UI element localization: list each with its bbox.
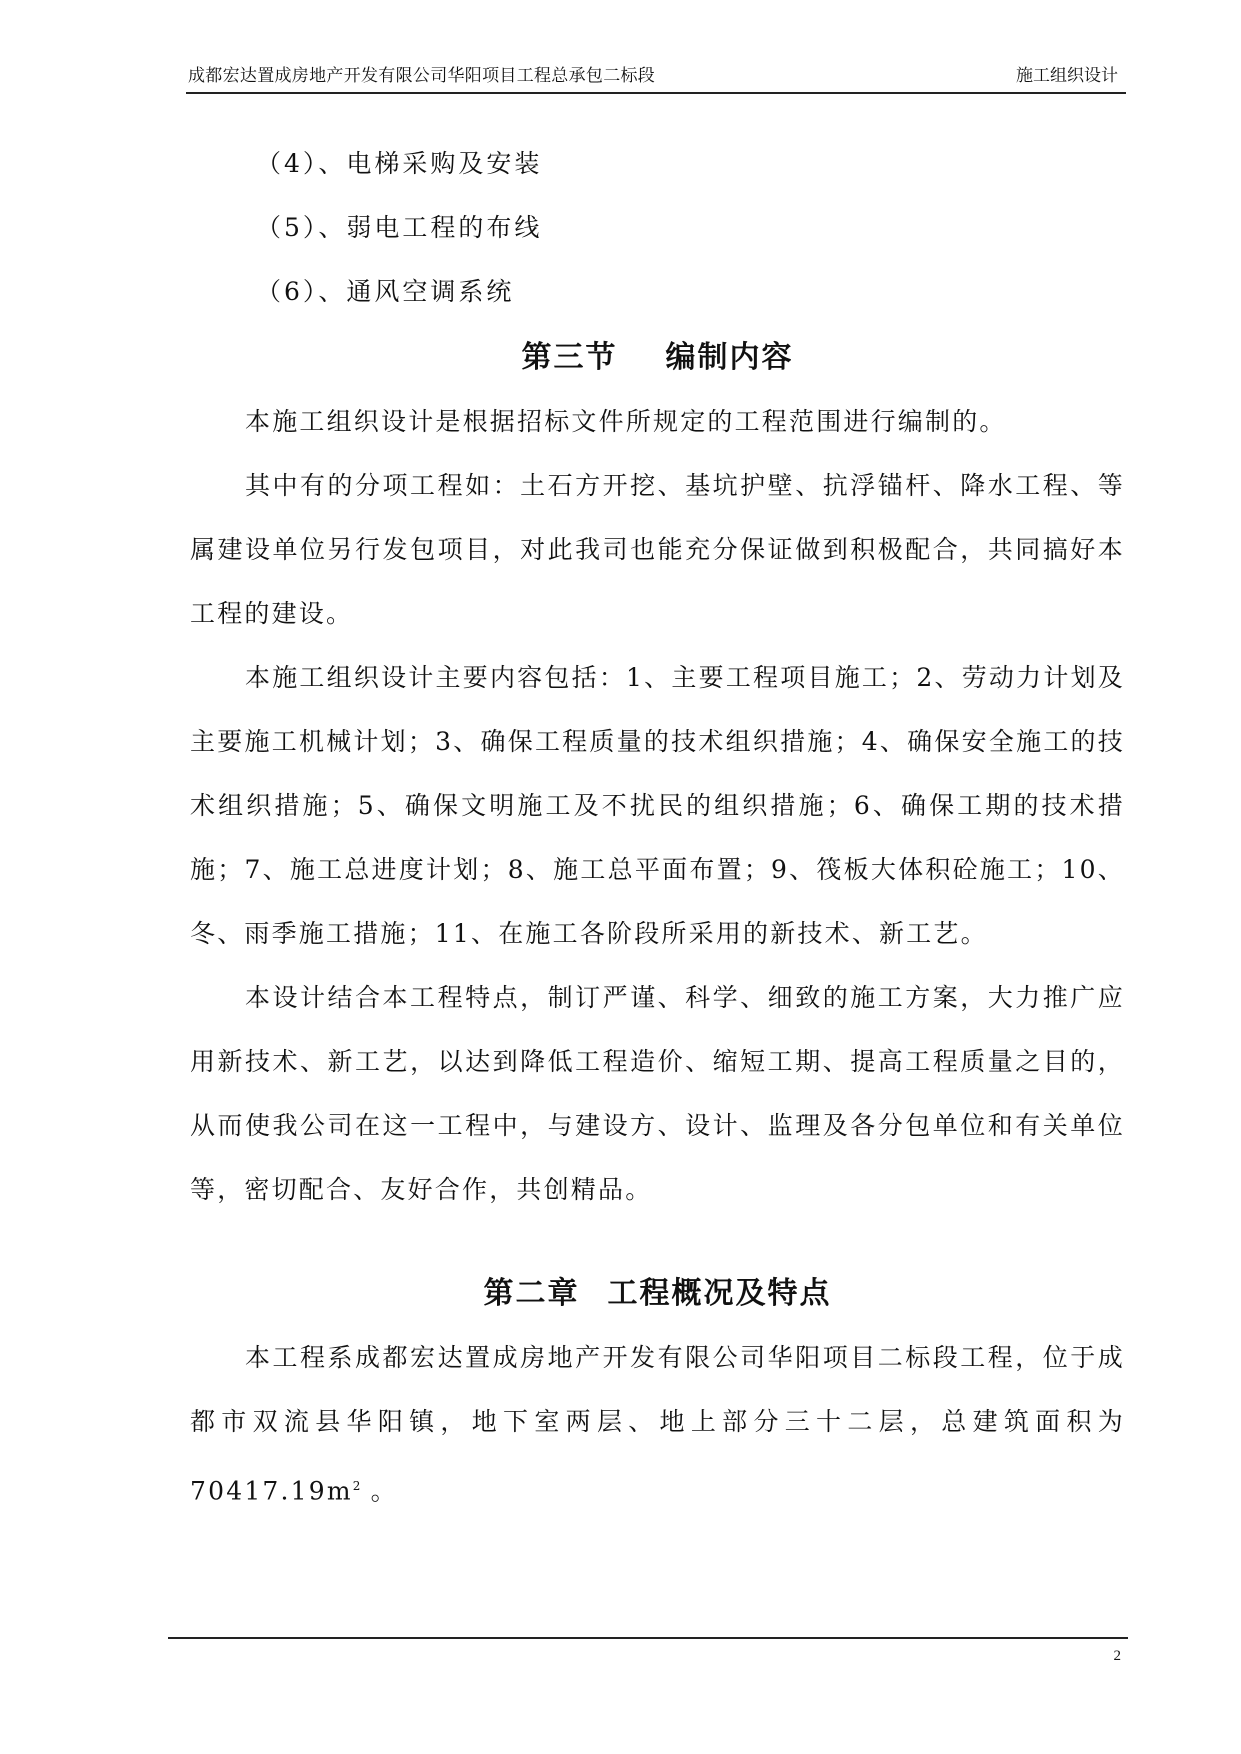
- chapter-title: 工程概况及特点: [607, 1276, 832, 1311]
- document-body: [190, 132, 1125, 1523]
- list-item: （4）、电梯采购及安装: [256, 149, 543, 178]
- paragraph-text: 本工程系成都宏达置成房地产开发有限公司华阳项目二标段工程，位于成都市双流县华阳镇，地下室两层、地上部分三十二层，总建筑面积为70417.19m: [190, 1343, 1125, 1506]
- list-item: （5）、弱电工程的布线: [256, 213, 543, 242]
- page-number: 2: [1113, 1648, 1121, 1664]
- chapter-heading: [190, 1262, 1125, 1326]
- chapter-number: 第二章: [483, 1276, 580, 1311]
- list-item: （6）、通风空调系统: [256, 277, 515, 306]
- paragraph: 本施工组织设计主要内容包括：1、主要工程项目施工；2、劳动力计划及主要施工机械计划；3、确保工程质量的技术组织措施；4、确保安全施工的技术组织措施；5、确保文明施工及不扰民的组织措施；6、确保工期的技术措施；7、施工总进度计划；8、施工总平面布置；9、筏板大体积砼施工；10、冬、雨季施工措施；11、在施工各阶段所采用的新技术、新工艺。: [190, 663, 1125, 948]
- section-number: 第三节: [521, 340, 618, 375]
- page-header: [186, 62, 1126, 94]
- paragraph: 本设计结合本工程特点，制订严谨、科学、细致的施工方案，大力推广应用新技术、新工艺，以达到降低工程造价、缩短工期、提高工程质量之目的，从而使我公司在这一工程中，与建设方、设计、监理及各分包单位和有关单位等，密切配合、友好合作，共创精品。: [190, 983, 1125, 1204]
- section-title: 编制内容: [665, 340, 794, 375]
- footer-rule: [168, 1637, 1128, 1639]
- section-heading: [190, 326, 1125, 390]
- header-section-name: 施工组织设计: [1016, 66, 1118, 85]
- paragraph-end: 。: [360, 1476, 398, 1506]
- area-unit-superscript: 2: [352, 1479, 361, 1493]
- paragraph: 本施工组织设计是根据招标文件所规定的工程范围进行编制的。: [245, 407, 1007, 436]
- header-document-title: 成都宏达置成房地产开发有限公司华阳项目工程总承包二标段: [188, 66, 656, 85]
- paragraph: 其中有的分项工程如：土石方开挖、基坑护壁、抗浮锚杆、降水工程、等属建设单位另行发包项目，对此我司也能充分保证做到积极配合，共同搞好本工程的建设。: [190, 471, 1125, 628]
- paragraph: [190, 1326, 1125, 1523]
